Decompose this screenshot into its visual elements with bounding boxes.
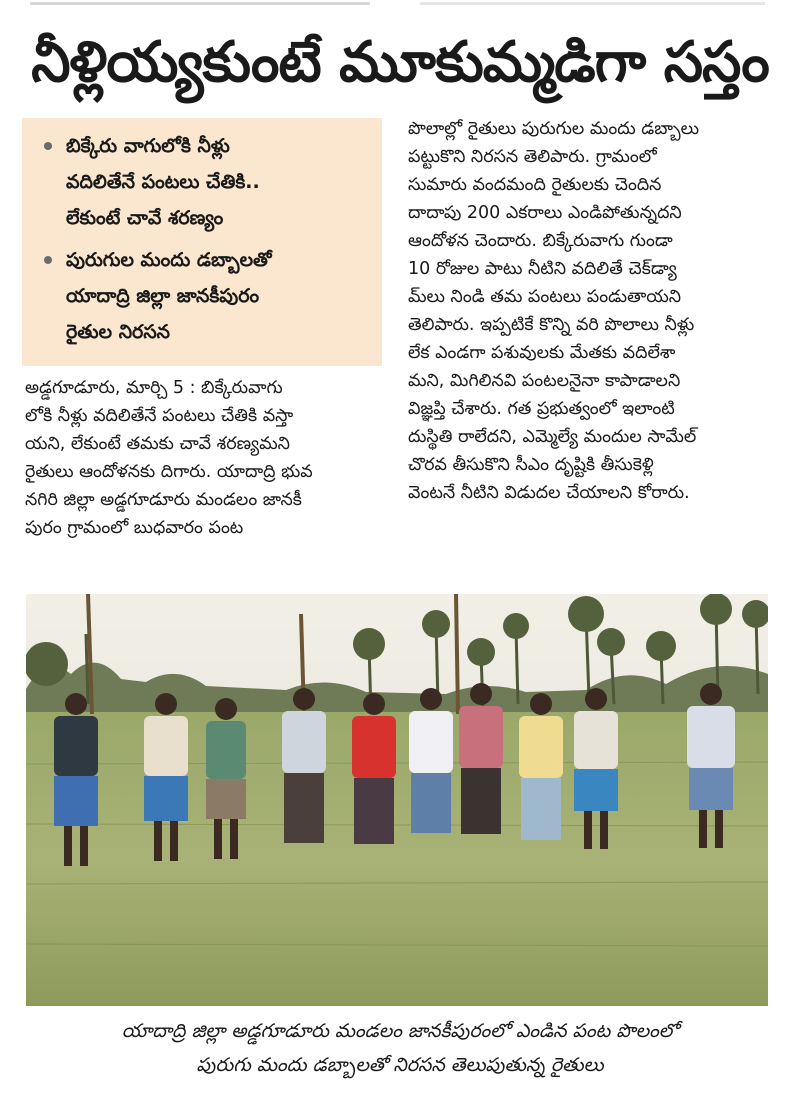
highlight-item	[44, 242, 368, 350]
body-line: యని, లేకుంటే తమకు చావే శరణ్యమని	[25, 434, 290, 454]
body-line: రైతులు ఆందోళనకు దిగారు. యాదాద్రి భువ	[25, 462, 313, 482]
news-photo	[26, 594, 768, 1006]
article-body-right	[408, 115, 773, 507]
highlight-line: రైతుల నిరసన	[66, 321, 170, 343]
highlight-item	[44, 128, 368, 236]
headline: నీళ్లియ్యకుంటే మూకుమ్మడిగా సస్తం	[31, 30, 769, 95]
body-line: మ్‌లు నిండి తమ పంటలు పండుతాయని	[408, 287, 681, 307]
body-line: నగిరి జిల్లా అడ్డగూడూరు మండలం జానకీ	[25, 490, 302, 510]
body-line: తెలిపారు. ఇప్పటికే కొన్ని వరి పొలాలు నీళ్లు	[408, 315, 695, 335]
body-line: చొరవ తీసుకొని సీఎం దృష్టికి తీసుకెళ్లి	[408, 455, 654, 475]
body-line: సుమారు వందమంది రైతులకు చెందిన	[408, 175, 662, 195]
highlight-line: బిక్కేరు వాగులోకి నీళ్లు	[66, 135, 230, 157]
body-line: లోకి నీళ్లు వదిలితేనే పంటలు చేతికి వస్తా	[25, 406, 294, 426]
body-line: 10 రోజుల పాటు నీటిని వదిలితే చెక్‌డ్యా	[408, 259, 677, 279]
highlight-line: వదిలితేనే పంటలు చేతికి..	[66, 171, 260, 193]
top-rule-right	[420, 2, 765, 5]
body-line: మని, మిగిలినవి పంటలనైనా కాపాడాలని	[408, 371, 681, 391]
body-line: ఆందోళన చెందారు. బిక్కేరువాగు గుండా	[408, 231, 673, 251]
body-line: దాదాపు 200 ఎకరాలు ఎండిపోతున్నదని	[408, 203, 682, 223]
body-line: అడ్డగూడూరు, మార్చి 5 : బిక్కేరువాగు	[25, 378, 283, 398]
bullet-icon	[44, 142, 52, 150]
body-line: పురం గ్రామంలో బుధవారం పంట	[25, 518, 244, 538]
highlight-line: లేకుంటే చావే శరణ్యం	[66, 207, 224, 229]
caption-line: యాదాద్రి జిల్లా అడ్డగూడూరు మండలం జానకీపురంలో ఎండిన పంట పొలంలో	[121, 1020, 679, 1042]
highlights-box	[22, 118, 382, 366]
body-line: పొలాల్లో రైతులు పురుగుల మందు డబ్బాలు	[408, 119, 700, 139]
photo-caption	[22, 1014, 778, 1082]
top-rule-left	[30, 2, 370, 5]
body-line: పట్టుకొని నిరసన తెలిపారు. గ్రామంలో	[408, 147, 657, 167]
body-line: వెంటనే నీటిని విడుదల చేయాలని కోరారు.	[408, 483, 690, 503]
bullet-icon	[44, 256, 52, 264]
article-body-left	[25, 374, 383, 542]
highlight-line: యాదాద్రి జిల్లా జానకీపురం	[66, 285, 260, 307]
highlight-line: పురుగుల మందు డబ్బాలతో	[66, 249, 272, 271]
body-line: విజ్ఞప్తి చేశారు. గత ప్రభుత్వంలో ఇలాంటి	[408, 399, 675, 419]
body-line: లేక ఎండగా పశువులకు మేతకు వదిలేశా	[408, 343, 676, 363]
caption-line: పురుగు మందు డబ్బాలతో నిరసన తెలుపుతున్న రైతులు	[196, 1054, 604, 1076]
body-line: దుస్థితి రాలేదని, ఎమ్మెల్యే మందుల సామేల్	[408, 427, 697, 447]
